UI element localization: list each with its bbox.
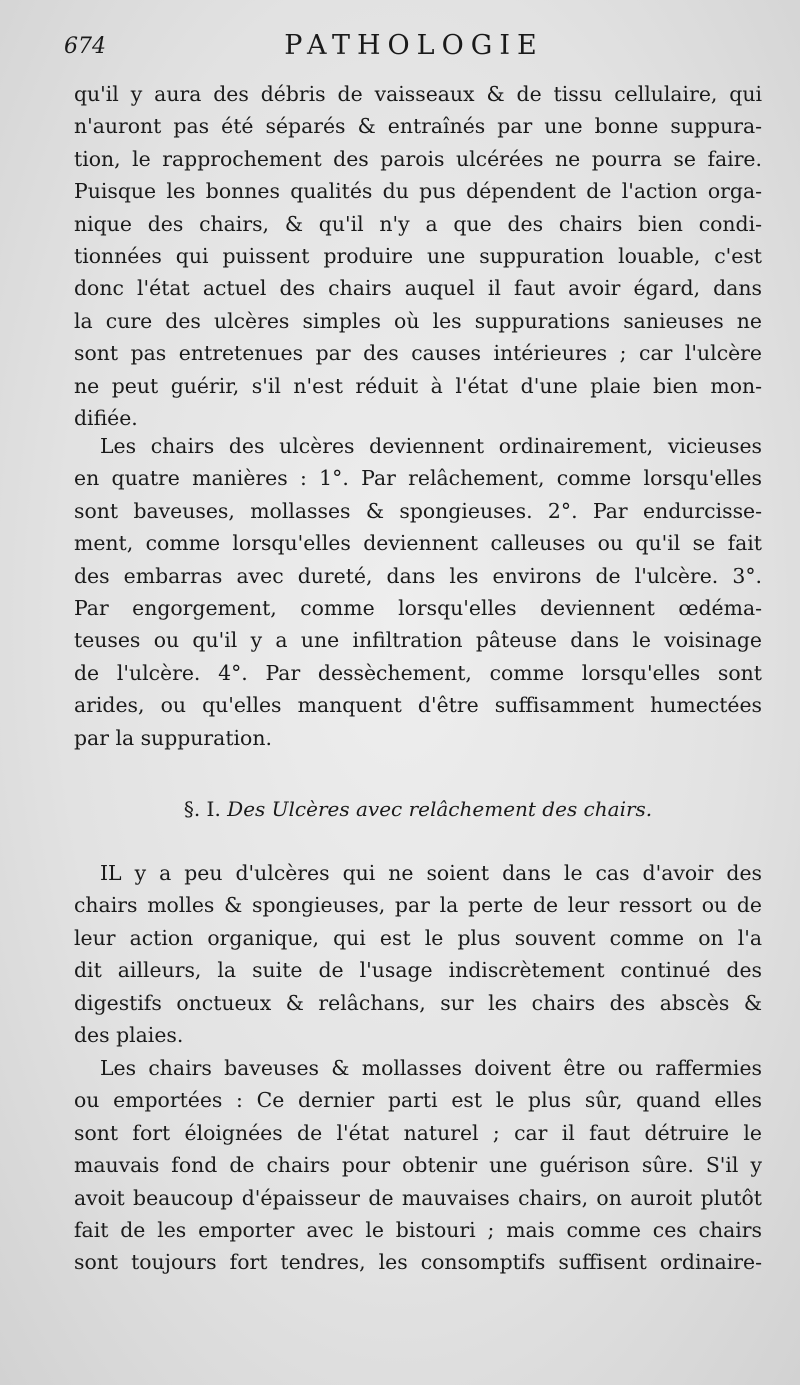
text-line: ou emportées : Ce dernier parti est le plus sûr, quand elles <box>74 1088 762 1113</box>
running-head <box>64 30 764 70</box>
text-line: donc l'état actuel des chairs auquel il faut avoir égard, dans <box>74 276 762 301</box>
text-line: fait de les emporter avec le bistouri ; mais comme ces chairs <box>74 1218 762 1243</box>
text-line: Les chairs baveuses & mollasses doivent être ou raffermies <box>100 1056 762 1080</box>
section-heading <box>74 797 762 821</box>
text-line: des plaies. <box>74 1023 184 1048</box>
text-line: arides, ou qu'elles manquent d'être suffisamment humectées <box>74 693 762 718</box>
text-line: chairs molles & spongieuses, par la perte de leur ressort ou de <box>74 893 762 918</box>
text-line: Puisque les bonnes qualités du pus dépendent de l'action orga- <box>74 179 762 204</box>
text-line: par la suppuration. <box>74 725 272 750</box>
text-line: teuses ou qu'il y a une infiltration pâteuse dans le voisinage <box>74 628 762 653</box>
text-line: nique des chairs, & qu'il n'y a que des chairs bien condi- <box>74 211 762 236</box>
text-line: sont pas entretenues par des causes intérieures ; car l'ulcère <box>74 341 762 366</box>
text-line: des embarras avec dureté, dans les environs de l'ulcère. 3°. <box>74 563 762 588</box>
text-line: avoit beaucoup d'épaisseur de mauvaises chairs, on auroit plutôt <box>74 1185 762 1210</box>
page-header-title: PATHOLOGIE <box>284 30 544 61</box>
text-line: sont baveuses, mollasses & spongieuses. 2°. Par endurcisse- <box>74 498 762 523</box>
section-title: Des Ulcères avec relâchement des chairs. <box>227 797 653 821</box>
text-line: Les chairs des ulcères deviennent ordinairement, vicieuses <box>100 434 762 458</box>
text-line: ne peut guérir, s'il n'est réduit à l'état d'une plaie bien mon- <box>74 373 762 398</box>
text-line: digestifs onctueux & relâchans, sur les chairs des abscès & <box>74 990 762 1015</box>
text-line: n'auront pas été séparés & entraînés par une bonne suppura- <box>74 114 762 139</box>
text-line: ment, comme lorsqu'elles deviennent calleuses ou qu'il se fait <box>74 531 762 556</box>
paragraph <box>74 1052 762 1279</box>
page-number: 674 <box>64 34 106 59</box>
paragraph <box>74 857 762 1051</box>
text-line: en quatre manières : 1°. Par relâchement, comme lorsqu'elles <box>74 466 762 491</box>
text-line: mauvais fond de chairs pour obtenir une guérison sûre. S'il y <box>74 1153 762 1178</box>
section-number: §. I. <box>183 797 221 821</box>
text-line: sont toujours fort tendres, les consomptifs suffisent ordinaire- <box>74 1250 762 1275</box>
text-line: tionnées qui puissent produire une suppuration louable, c'est <box>74 244 762 269</box>
paragraph <box>74 430 762 754</box>
text-line: la cure des ulcères simples où les suppurations sanieuses ne <box>74 308 762 333</box>
text-line: de l'ulcère. 4°. Par dessèchement, comme lorsqu'elles sont <box>74 660 762 685</box>
text-line: Par engorgement, comme lorsqu'elles deviennent œdéma- <box>74 596 762 621</box>
paragraph <box>74 78 762 434</box>
text-line: leur action organique, qui est le plus souvent comme on l'a <box>74 925 762 950</box>
text-line: qu'il y aura des débris de vaisseaux & de tissu cellulaire, qui <box>74 82 762 106</box>
text-line: sont fort éloignées de l'état naturel ; car il faut détruire le <box>74 1120 762 1145</box>
text-line: difiée. <box>74 406 138 431</box>
text-line: tion, le rapprochement des parois ulcérées ne pourra se faire. <box>74 146 762 171</box>
text-line: IL y a peu d'ulcères qui ne soient dans le cas d'avoir des <box>100 861 762 885</box>
text-line: dit ailleurs, la suite de l'usage indiscrètement continué des <box>74 958 762 983</box>
